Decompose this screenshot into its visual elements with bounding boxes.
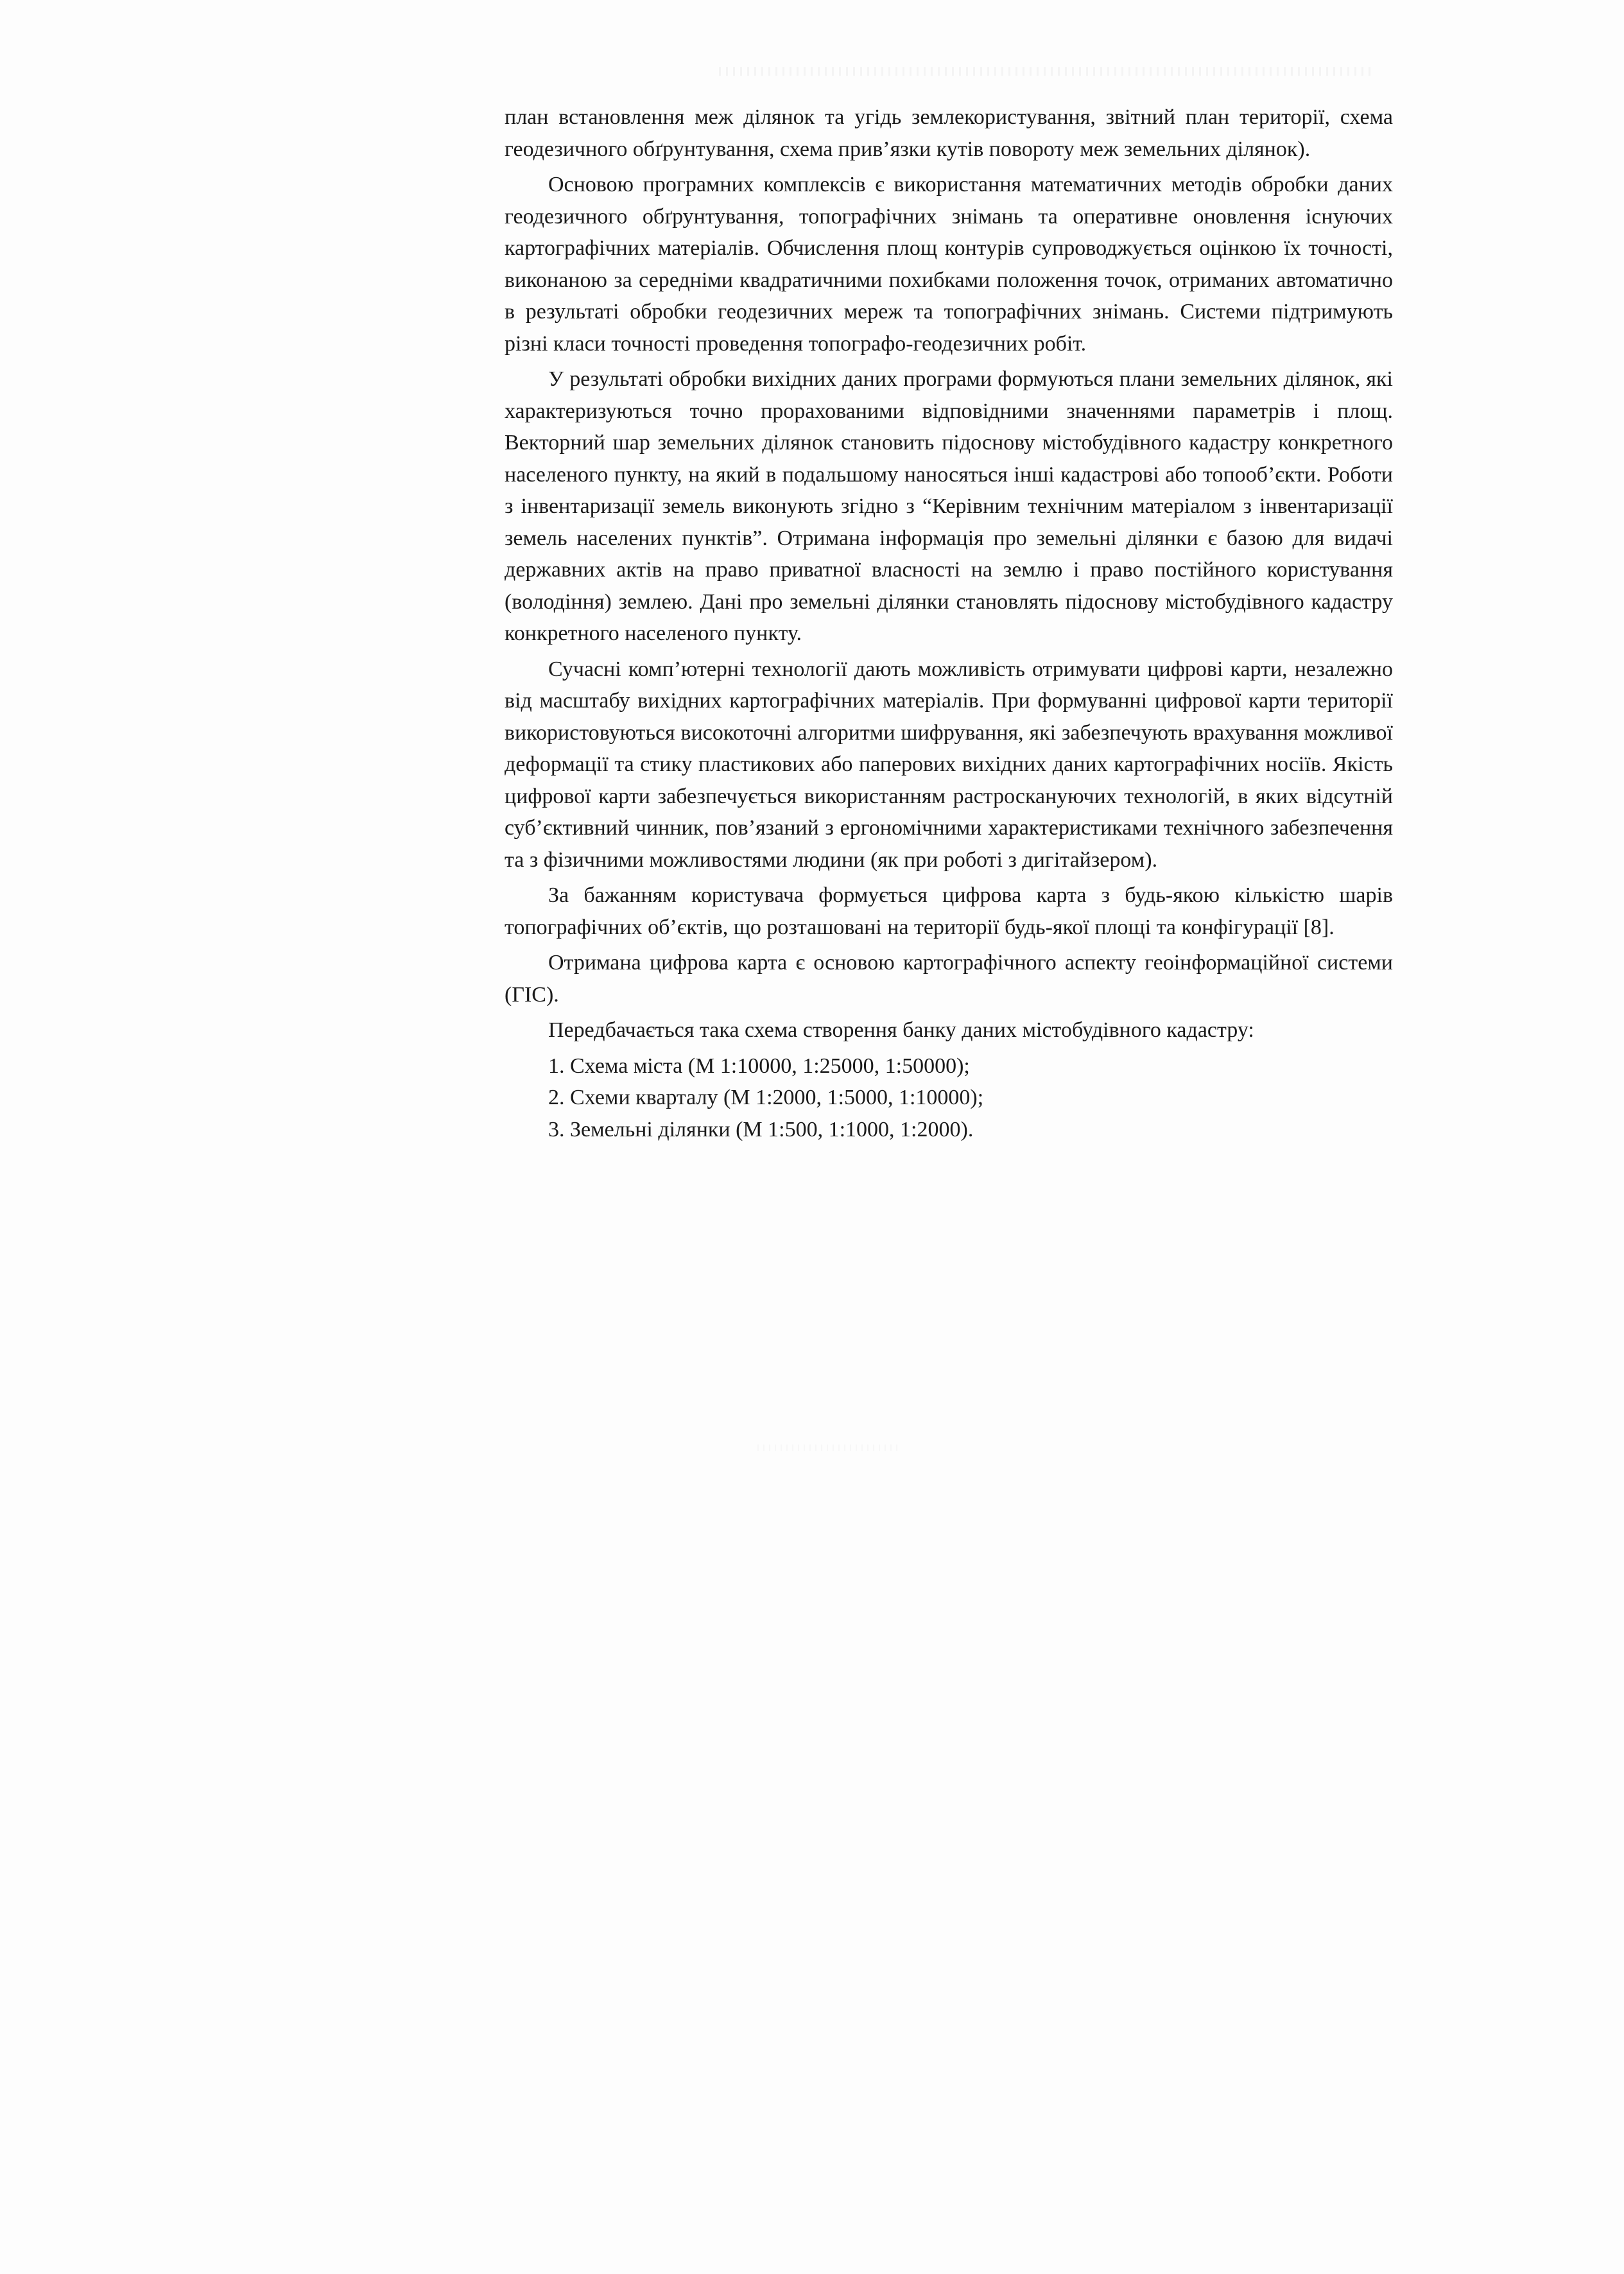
scan-artifact — [719, 67, 1374, 76]
scan-artifact — [757, 1445, 899, 1451]
list-item: 3. Земельні ділянки (М 1:500, 1:1000, 1:2000). — [548, 1117, 974, 1141]
document-body — [505, 101, 1393, 1145]
list-item: 2. Схеми кварталу (М 1:2000, 1:5000, 1:10000); — [548, 1086, 984, 1109]
list-item: 1. Схема міста (М 1:10000, 1:25000, 1:50000); — [548, 1054, 970, 1078]
paragraph: Сучасні комп’ютерні технології дають можливість отримувати цифрові карти, незалежно від масштабу вихідних картографічних матеріалів. При формуванні цифрової карти території використовуються високоточні алгоритми шифрування, які забезпечують врахування можливої деформації та стику пластикових або паперових вихідних даних картографічних носіїв. Якість цифрової карти забезпечується використанням растроскануючих технологій, в яких відсутній суб’єктивний чинник, пов’язаний з ергономічними характеристиками технічного забезпечення та з фізичними можливостями людини (як при роботі з дигітайзером). — [505, 657, 1393, 872]
paragraph-continuation: план встановлення меж ділянок та угідь землекористування, звітний план території, схема геодезичного обґрунтування, схема прив’язки кутів повороту меж земельних ділянок). — [505, 105, 1393, 161]
paragraph: У результаті обробки вихідних даних програми формуються плани земельних ділянок, які характеризуються точно прорахованими відповідними значеннями параметрів і площ. Векторний шар земельних ділянок становить підоснову містобудівного кадастру конкретного населеного пункту, на який в подальшому наносяться інші кадастрові або топооб’єкти. Роботи з інвентаризації земель виконують згідно з “Керівним технічним матеріалом з інвентаризації земель населених пунктів”. Отримана інформація про земельні ділянки є базою для видачі державних актів на право приватної власності на землю і право постійного користування (володіння) землею. Дані про земельні ділянки становлять підоснову містобудівного кадастру конкретного населеного пункту. — [505, 367, 1393, 645]
numbered-list — [505, 1050, 1393, 1146]
paragraph: Основою програмних комплексів є використання математичних методів обробки даних геодезичного обґрунтування, топографічних знімань та оперативне оновлення існуючих картографічних матеріалів. Обчислення площ контурів супроводжується оцінкою їх точності, виконаною за середніми квадратичними похибками положення точок, отриманих автоматично в результаті обробки геодезичних мереж та топографічних знімань. Системи підтримують різні класи точності проведення топографо-геодезичних робіт. — [505, 173, 1393, 356]
paragraph: За бажанням користувача формується цифрова карта з будь-якою кількістю шарів топографічних об’єктів, що розташовані на території будь-якої площі та конфігурації [8]. — [505, 883, 1393, 939]
paragraph: Отримана цифрова карта є основою картографічного аспекту геоінформаційної системи (ГІС). — [505, 951, 1393, 1007]
paragraph: Передбачається така схема створення банку даних містобудівного кадастру: — [548, 1018, 1254, 1042]
